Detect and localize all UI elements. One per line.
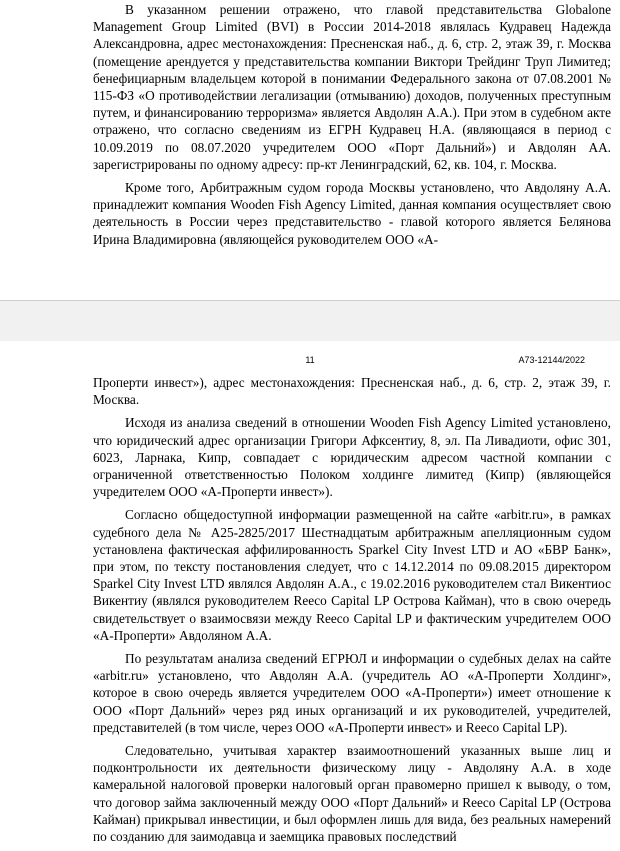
paragraph: По результатам анализа сведений ЕГРЮЛ и информации о судебных делах на сайте «arbitr.ru» установлено, что Авдолян А.А. (учредитель АО «А-Проперти Холдинг», которое в свою очередь является учредителем ООО «А-Проперти») имеет отношение к ООО «Порт Дальний» через ряд иных организаций и их руководителей, учредителей, представителей (в том числе, через ООО «А-Проперти инвест» и Reeco Capital LP). [93, 651, 611, 735]
paragraph: Согласно общедоступной информации размещенной на сайте «arbitr.ru», в рамках судебного дела № А25-2825/2017 Шестнадцатым арбитражным апелляционным судом установлена фактическая аффилированность Sparkel City Invest LTD и АО «БВР Банк», при этом, по тексту постановления следует, что с 14.12.2014 по 09.08.2015 директором Sparkel City Invest LTD являлся Авдолян А.А., с 19.02.2016 руководителем стал Викентиос Викентиу (являлся руководителем Reeco Capital LP Острова Кайман), что в свою очередь свидетельствует о взаимосвязи между Reeco Capital LP и фактическим учредителем ООО «А-Проперти» Авдоляном А.А. [93, 507, 611, 643]
page-number: 11 [305, 355, 315, 365]
paragraph: Исходя из анализа сведений в отношении Wooden Fish Agency Limited установлено, что юридический адрес организации Григори Афксентиу, 8, эл. Па Ливадиоти, офис 301, 6023, Ларнака, Кипр, совпадает с юридическим адресом частной компании с ограниченной ответственностью Полоком холдинге лимитед (Кипр) (являющейся учредителем ООО «А-Проперти инвест»). [93, 415, 611, 500]
paragraph: Кроме того, Арбитражным судом города Москвы установлено, что Авдоляну А.А. принадлежит компания Wooden Fish Agency Limited, данная компания осуществляет свою деятельность в России через представительство - главой которого является Белянова Ирина Владимировна (являющейся руководителем ООО «А- [93, 180, 611, 247]
page-top-text [93, 1, 611, 254]
paragraph: Следовательно, учитывая характер взаимоотношений указанных выше лиц и подконтрольности их деятельности физическому лицу - Авдоляну А.А. в ходе камеральной налоговой проверки налоговый орган правомерно пришел к выводу, о том, что договор займа заключенный между ООО «Порт Дальний» и Reeco Capital LP (Острова Кайман) прикрывал инвестиции, и был оформлен лишь для вида, без реальных намерений по созданию для заимодавца и заемщика правовых последствий [93, 743, 611, 845]
case-number: А73-12144/2022 [518, 355, 585, 365]
continuation-paragraph: Проперти инвест»), адрес местонахождения: Пресненская наб., д. 6, стр. 2, этаж 39, г. Москва. [93, 375, 611, 408]
document-page-top [0, 0, 620, 300]
document-page-bottom [0, 341, 620, 845]
page-bottom-text [93, 374, 611, 851]
paragraph: В указанном решении отражено, что главой представительства Globalone Management Group Limited (BVI) в России 2014-2018 являлась Кудравец Надежда Александровна, адрес местонахождения: Пресненская наб., д. 6, стр. 2, этаж 39, г. Москва (помещение арендуется у представительства компании Виктори Трейдинг Труп Лимитед; бенефициарным владельцем которой в понимании Федерального закона от 07.08.2001 № 115-ФЗ «О противодействии легализации (отмыванию) доходов, полученных преступным путем, и финансированию терроризма» является Авдолян А.А.). При этом в судебном акте отражено, что согласно сведениям из ЕГРН Кудравец Н.А. (являющаяся в период с 10.09.2019 по 08.07.2020 учредителем ООО «Порт Дальний») и Авдолян АА. зарегистрированы по одному адресу: пр-кт Ленинградский, 62, кв. 104, г. Москва. [93, 2, 611, 172]
page-separator [0, 300, 620, 342]
